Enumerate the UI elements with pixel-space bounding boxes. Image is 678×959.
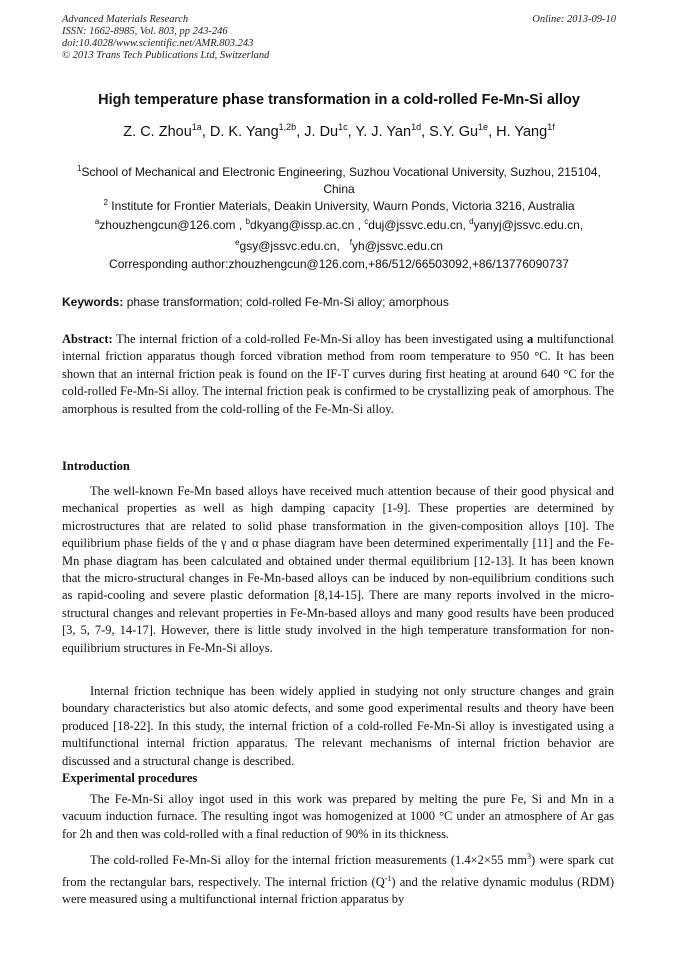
experimental-text: The cold-rolled Fe-Mn-Si alloy for the internal friction measurements (1.4×2×55 mm	[90, 853, 527, 868]
author-name: S.Y. Gu	[429, 123, 479, 140]
affiliation-sup: 2	[103, 198, 108, 207]
introduction-paragraph-2: Internal friction technique has been widely applied in studying not only structure changes and grain boundary characteristics but also atomic defects, and some good experimental results and theory have been produced [18-22]. In this study, the internal friction of a cold-rolled Fe-Mn-Si alloy is investigated using a multifunctional internal friction apparatus. The relevant mechanisms of internal friction behavior are discussed and a structural change is described.	[62, 684, 614, 768]
email-sup: a	[94, 217, 100, 226]
email-link[interactable]: dkyang@issp.ac.cn ,	[250, 218, 361, 232]
keywords-label: Keywords:	[62, 295, 124, 309]
author-list: Z. C. Zhou$^{1a}$, D. K. Yang$^{1,2b}$, J. $Du^{1c}$, Y. J. Yan$^{1d}$, S.Y. $Gu^{1e}$, H. Yang$^{1f}$	[123, 122, 555, 140]
experimental-paragraph-2	[62, 848, 614, 909]
abstract-bold-a: a	[527, 332, 534, 346]
abstract-text: The internal friction of a cold-rolled Fe-Mn-Si alloy has been investigated using	[116, 332, 524, 346]
abstract-label: Abstract:	[62, 332, 113, 346]
journal-header	[62, 14, 269, 62]
experimental-text: ) and the relative dynamic modulus (RDM) were measured using a multifunctional internal friction apparatus by	[62, 874, 614, 907]
abstract	[62, 331, 614, 418]
email-link[interactable]: yh@jssvc.edu.cn	[352, 239, 443, 253]
email-link[interactable]: duj@jssvc.edu.cn,	[368, 218, 466, 232]
introduction-paragraph-1: The well-known Fe-Mn based alloys have received much attention because of their good physical and mechanical properties as well as high damping capacity [1-9]. These properties are determined by microstructures that are related to solid phase transformation in the given-composition alloys [10]. The equilibrium phase fields of the γ and α phase diagram have been determined experimentally [11] and the Fe-Mn phase diagram has been calculated and obtained under thermal equilibrium [12-13]. It has been known that the micro-structural changes in Fe-Mn-based alloys can be induced by non-equilibrium conditions such as rapid-cooling and severe plastic deformation [8,14-15]. There are many reports involved in the micro-structural changes and relevant properties in Fe-Mn-based alloys and many good results have been produced [3, 5, 7-9, 14-17]. However, there is little study involved in the high temperature transformation for non-equilibrium structures in Fe-Mn-Si alloys.	[62, 484, 614, 655]
experimental-heading: Experimental procedures	[62, 771, 198, 785]
affiliation-sup: 1	[77, 164, 82, 173]
email-sup: f	[349, 238, 353, 247]
affiliation-1	[62, 160, 616, 198]
email-link[interactable]: yanyj@jssvc.edu.cn,	[473, 218, 584, 232]
author-name: Y. J. Yan	[355, 123, 412, 140]
author-sup: 1e	[478, 122, 489, 132]
email-sup: d	[469, 217, 474, 226]
author-sup: 1,2b	[278, 122, 297, 132]
email-sup: b	[245, 217, 251, 226]
author-name: H. Yang	[496, 123, 548, 140]
affiliation-2	[62, 194, 616, 215]
email-link[interactable]: gsy@jssvc.edu.cn,	[239, 239, 340, 253]
affiliation-text: School of Mechanical and Electronic Engineering, Suzhou Vocational University, Suzhou, 215104, China	[81, 165, 601, 196]
affiliation-text: Institute for Frontier Materials, Deakin University, Waurn Ponds, Victoria 3216, Australia	[111, 199, 575, 213]
email-link[interactable]: zhouzhengcun@126.com ,	[99, 218, 243, 232]
author-name: Z. C. Zhou	[123, 123, 192, 140]
author-sup: 1a	[191, 122, 202, 132]
journal-name: Advanced Materials Research	[62, 14, 189, 25]
experimental-sup: 3	[526, 852, 531, 861]
author-sup: 1d	[411, 122, 422, 132]
experimental-sup: -1	[384, 873, 392, 883]
paper-title: High temperature phase transformation in a cold-rolled Fe-Mn-Si alloy	[98, 92, 580, 108]
experimental-text: ) were spark cut from the rectangular bars, respectively. The internal friction (Q	[62, 853, 614, 889]
abstract-text: multifunctional internal friction apparatus though forced vibration method from room temperature to 950 °C. It has been shown that an internal friction peak is found on the IF-T curves during first heating at around 640 °C for the cold-rolled Fe-Mn-Si alloy. The internal friction peak is confirmed to be crystallizing peak of amorphous. The amorphous is resulted from the cold-rolling of the Fe-Mn-Si alloy.	[62, 332, 615, 416]
experimental-paragraph-1: The Fe-Mn-Si alloy ingot used in this work was prepared by melting the pure Fe, Si and Mn in a vacuum induction furnace. The resulting ingot was homogenized at 1000 °C under an atmosphere of Ar gas for 2h and then was cold-rolled with a final reduction of 90% in its thickness.	[62, 792, 614, 841]
author-sup: 1f	[547, 122, 555, 132]
keywords-text: phase transformation; cold-rolled Fe-Mn-Si alloy; amorphous	[126, 295, 449, 309]
email-list	[62, 213, 616, 255]
corresponding-author: Corresponding author:zhouzhengcun@126.com,+86/512/66503092,+86/13776090737	[109, 257, 569, 271]
keywords	[62, 295, 616, 309]
journal-copyright: © 2013 Trans Tech Publications Ltd, Switzerland	[62, 50, 270, 61]
author-sup: 1c	[338, 122, 348, 132]
introduction-heading: Introduction	[62, 459, 130, 473]
email-sup: c	[364, 217, 369, 226]
author-name: J. Du	[304, 123, 339, 140]
author-name: D. K. Yang	[209, 123, 279, 140]
email-sup: e	[235, 238, 240, 247]
journal-doi[interactable]: doi:10.4028/www.scientific.net/AMR.803.243	[62, 38, 254, 49]
online-date: Online: 2013-09-10	[532, 14, 616, 25]
journal-issn: ISSN: 1662-8985, Vol. 803, pp 243-246	[62, 26, 228, 37]
